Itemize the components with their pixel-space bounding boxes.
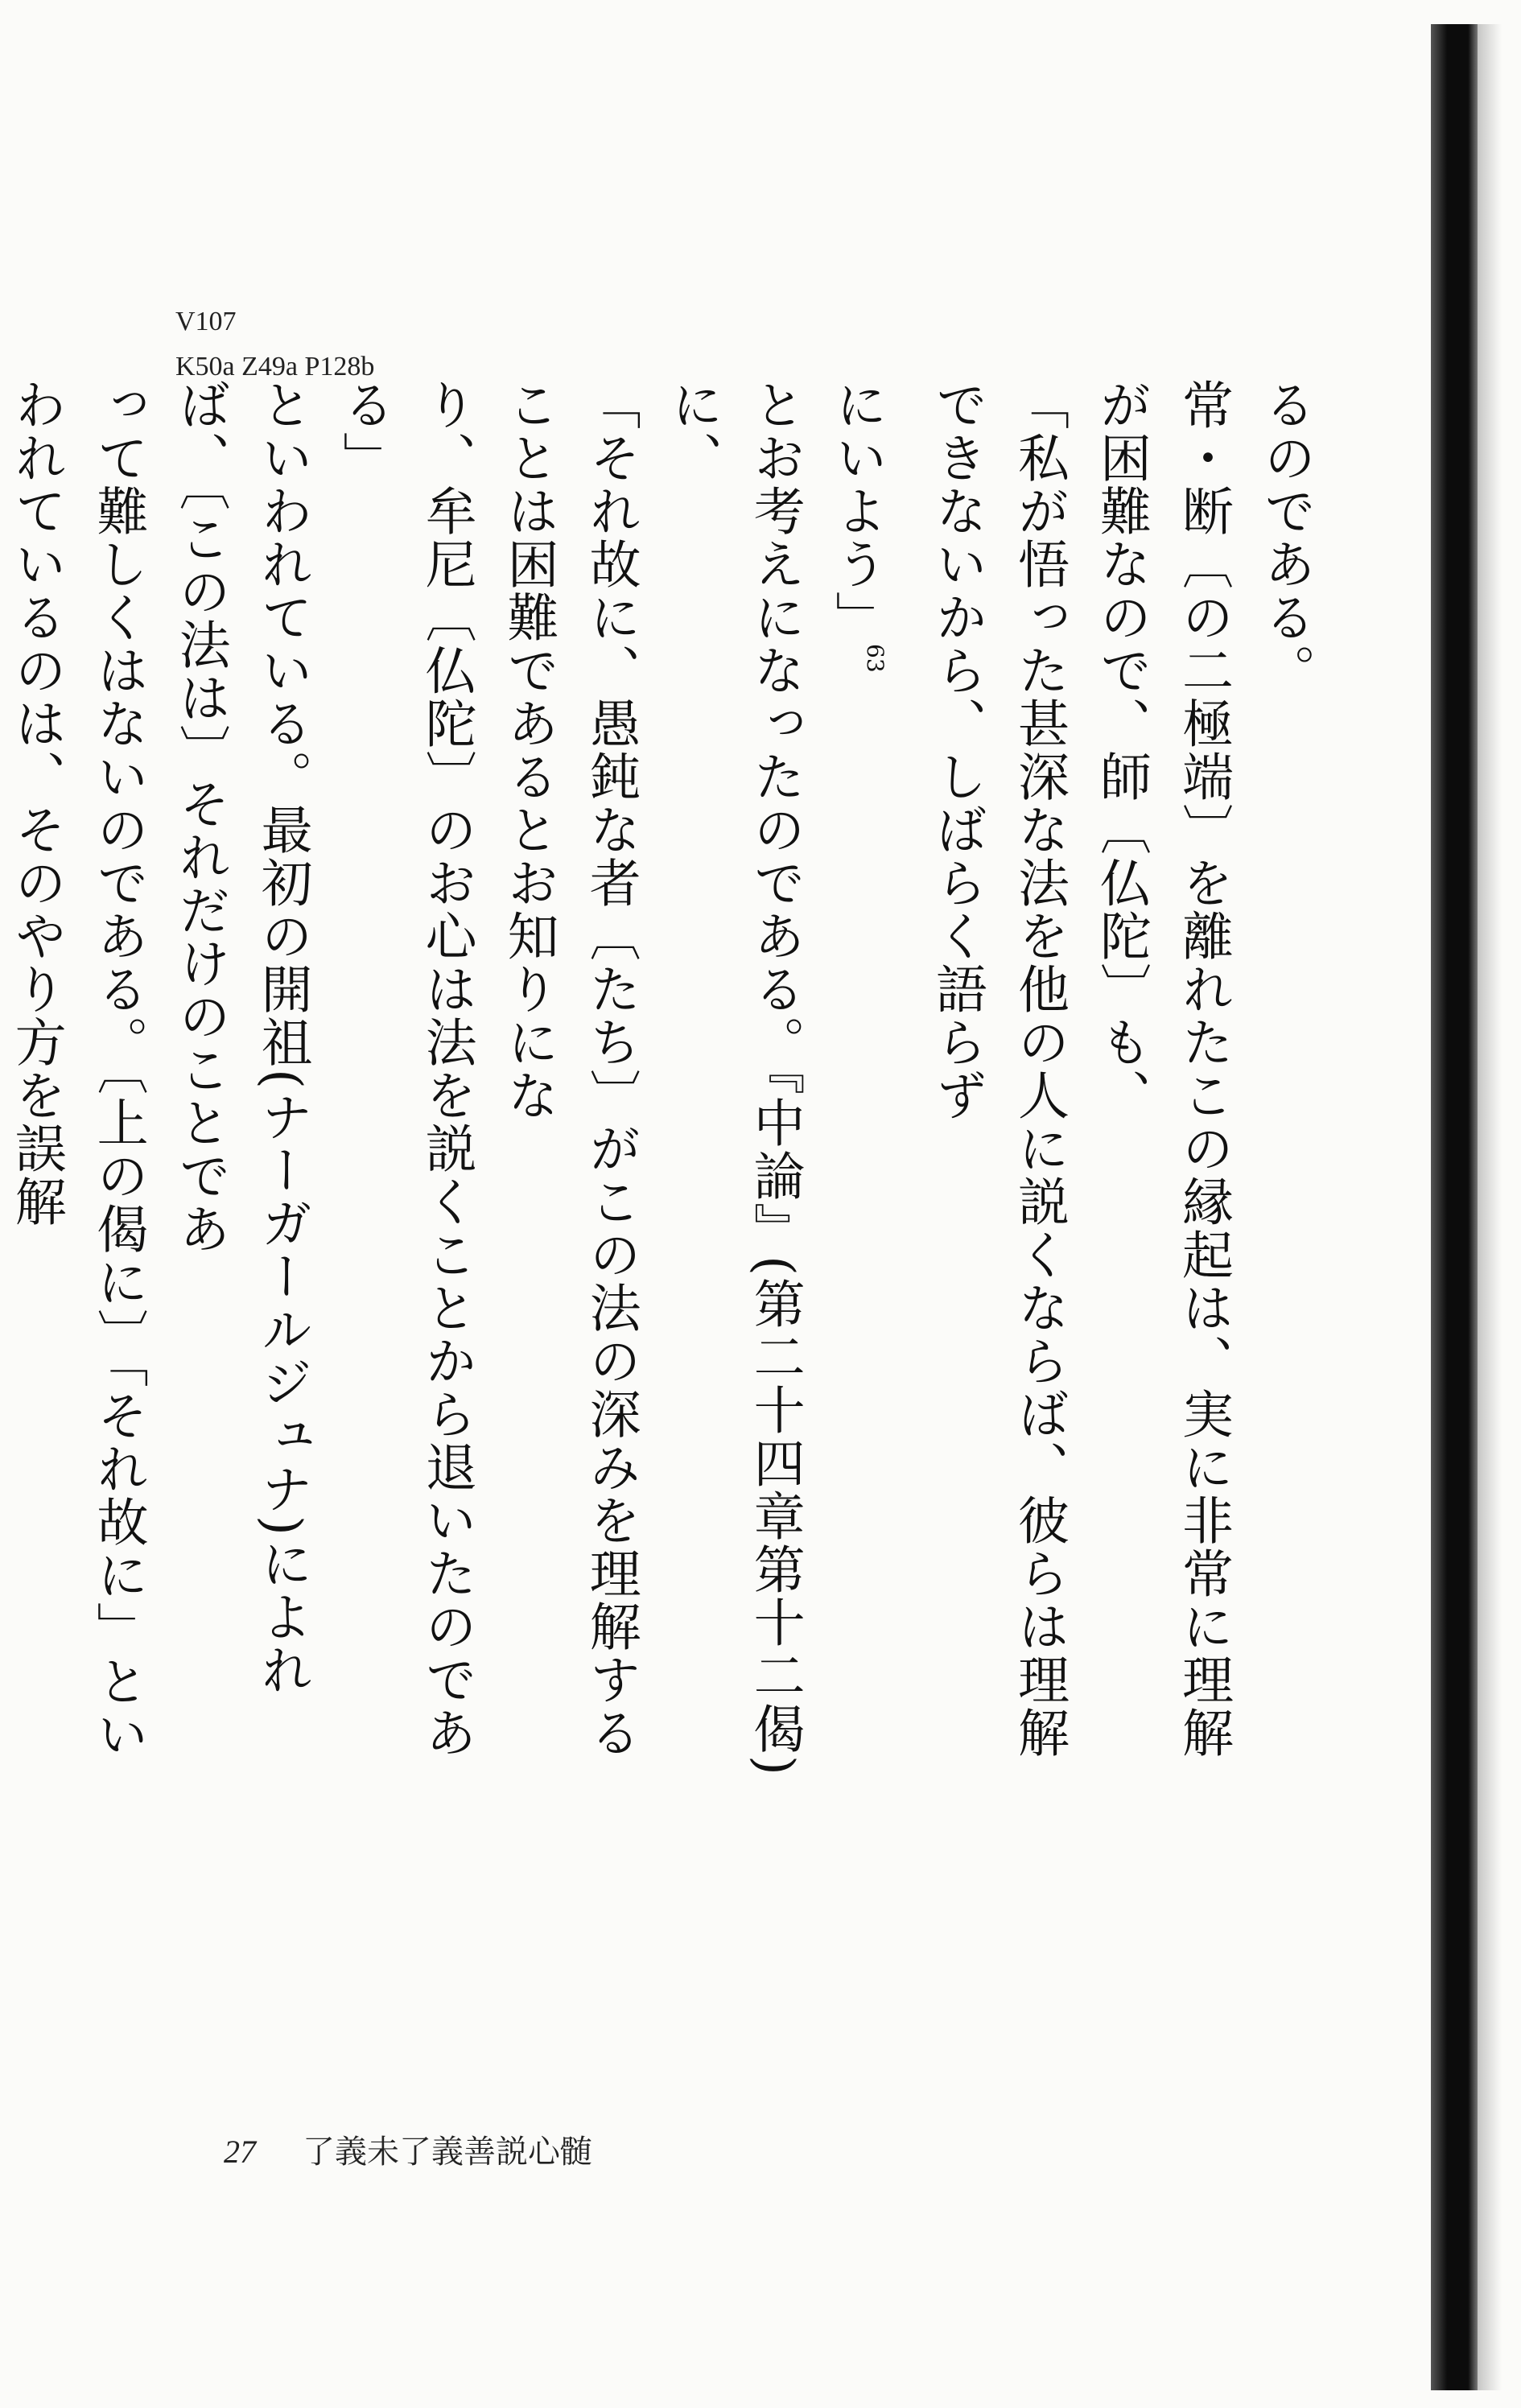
- page-number: 27: [224, 2134, 256, 2170]
- text-line: とお考えになったのである。『中論』(第二十四章第十二偈)に、: [662, 378, 805, 1777]
- reference-volume: V107: [175, 307, 237, 336]
- text-segment: にいよう」: [826, 378, 887, 644]
- vertical-text-body: [6, 378, 1326, 1779]
- page-footer: [224, 2126, 592, 2172]
- text-line: 常・断〔の二極端〕を離れたこの縁起は、実に非常に理解が困難なので、師〔仏陀〕も、: [1091, 378, 1233, 1759]
- reference-codes: [175, 299, 374, 390]
- text-line: 「私が悟った甚深な法を他の人に説くならば、彼らは理解できないから、しばらく語らず: [927, 378, 1069, 1759]
- text-line: って難しくはないのである。〔上の偈に〕「それ故に」といわれているのは、そのやり方を誤解: [6, 378, 148, 1761]
- text-line: るのである。: [1255, 378, 1315, 697]
- running-title: 了義未了義善説心髄: [303, 2134, 592, 2170]
- text-line: 「それ故に、愚鈍な者〔たち〕がこの法の深みを理解することは困難であるとお知りにな: [498, 378, 641, 1759]
- text-line: [816, 378, 916, 1779]
- reference-pages: K50a Z49a P128b: [175, 352, 375, 381]
- footnote-marker-63: 63: [862, 644, 888, 673]
- page-edge-fade: [1478, 24, 1502, 2390]
- page-edge-shadow: [1431, 24, 1478, 2390]
- text-line: といわれている。最初の開祖(ナーガールジュナ)によれば、〔この法は〕それだけのことであ: [170, 378, 312, 1697]
- text-line: り、牟尼〔仏陀〕のお心は法を説くことから退いたのである」: [334, 378, 476, 1759]
